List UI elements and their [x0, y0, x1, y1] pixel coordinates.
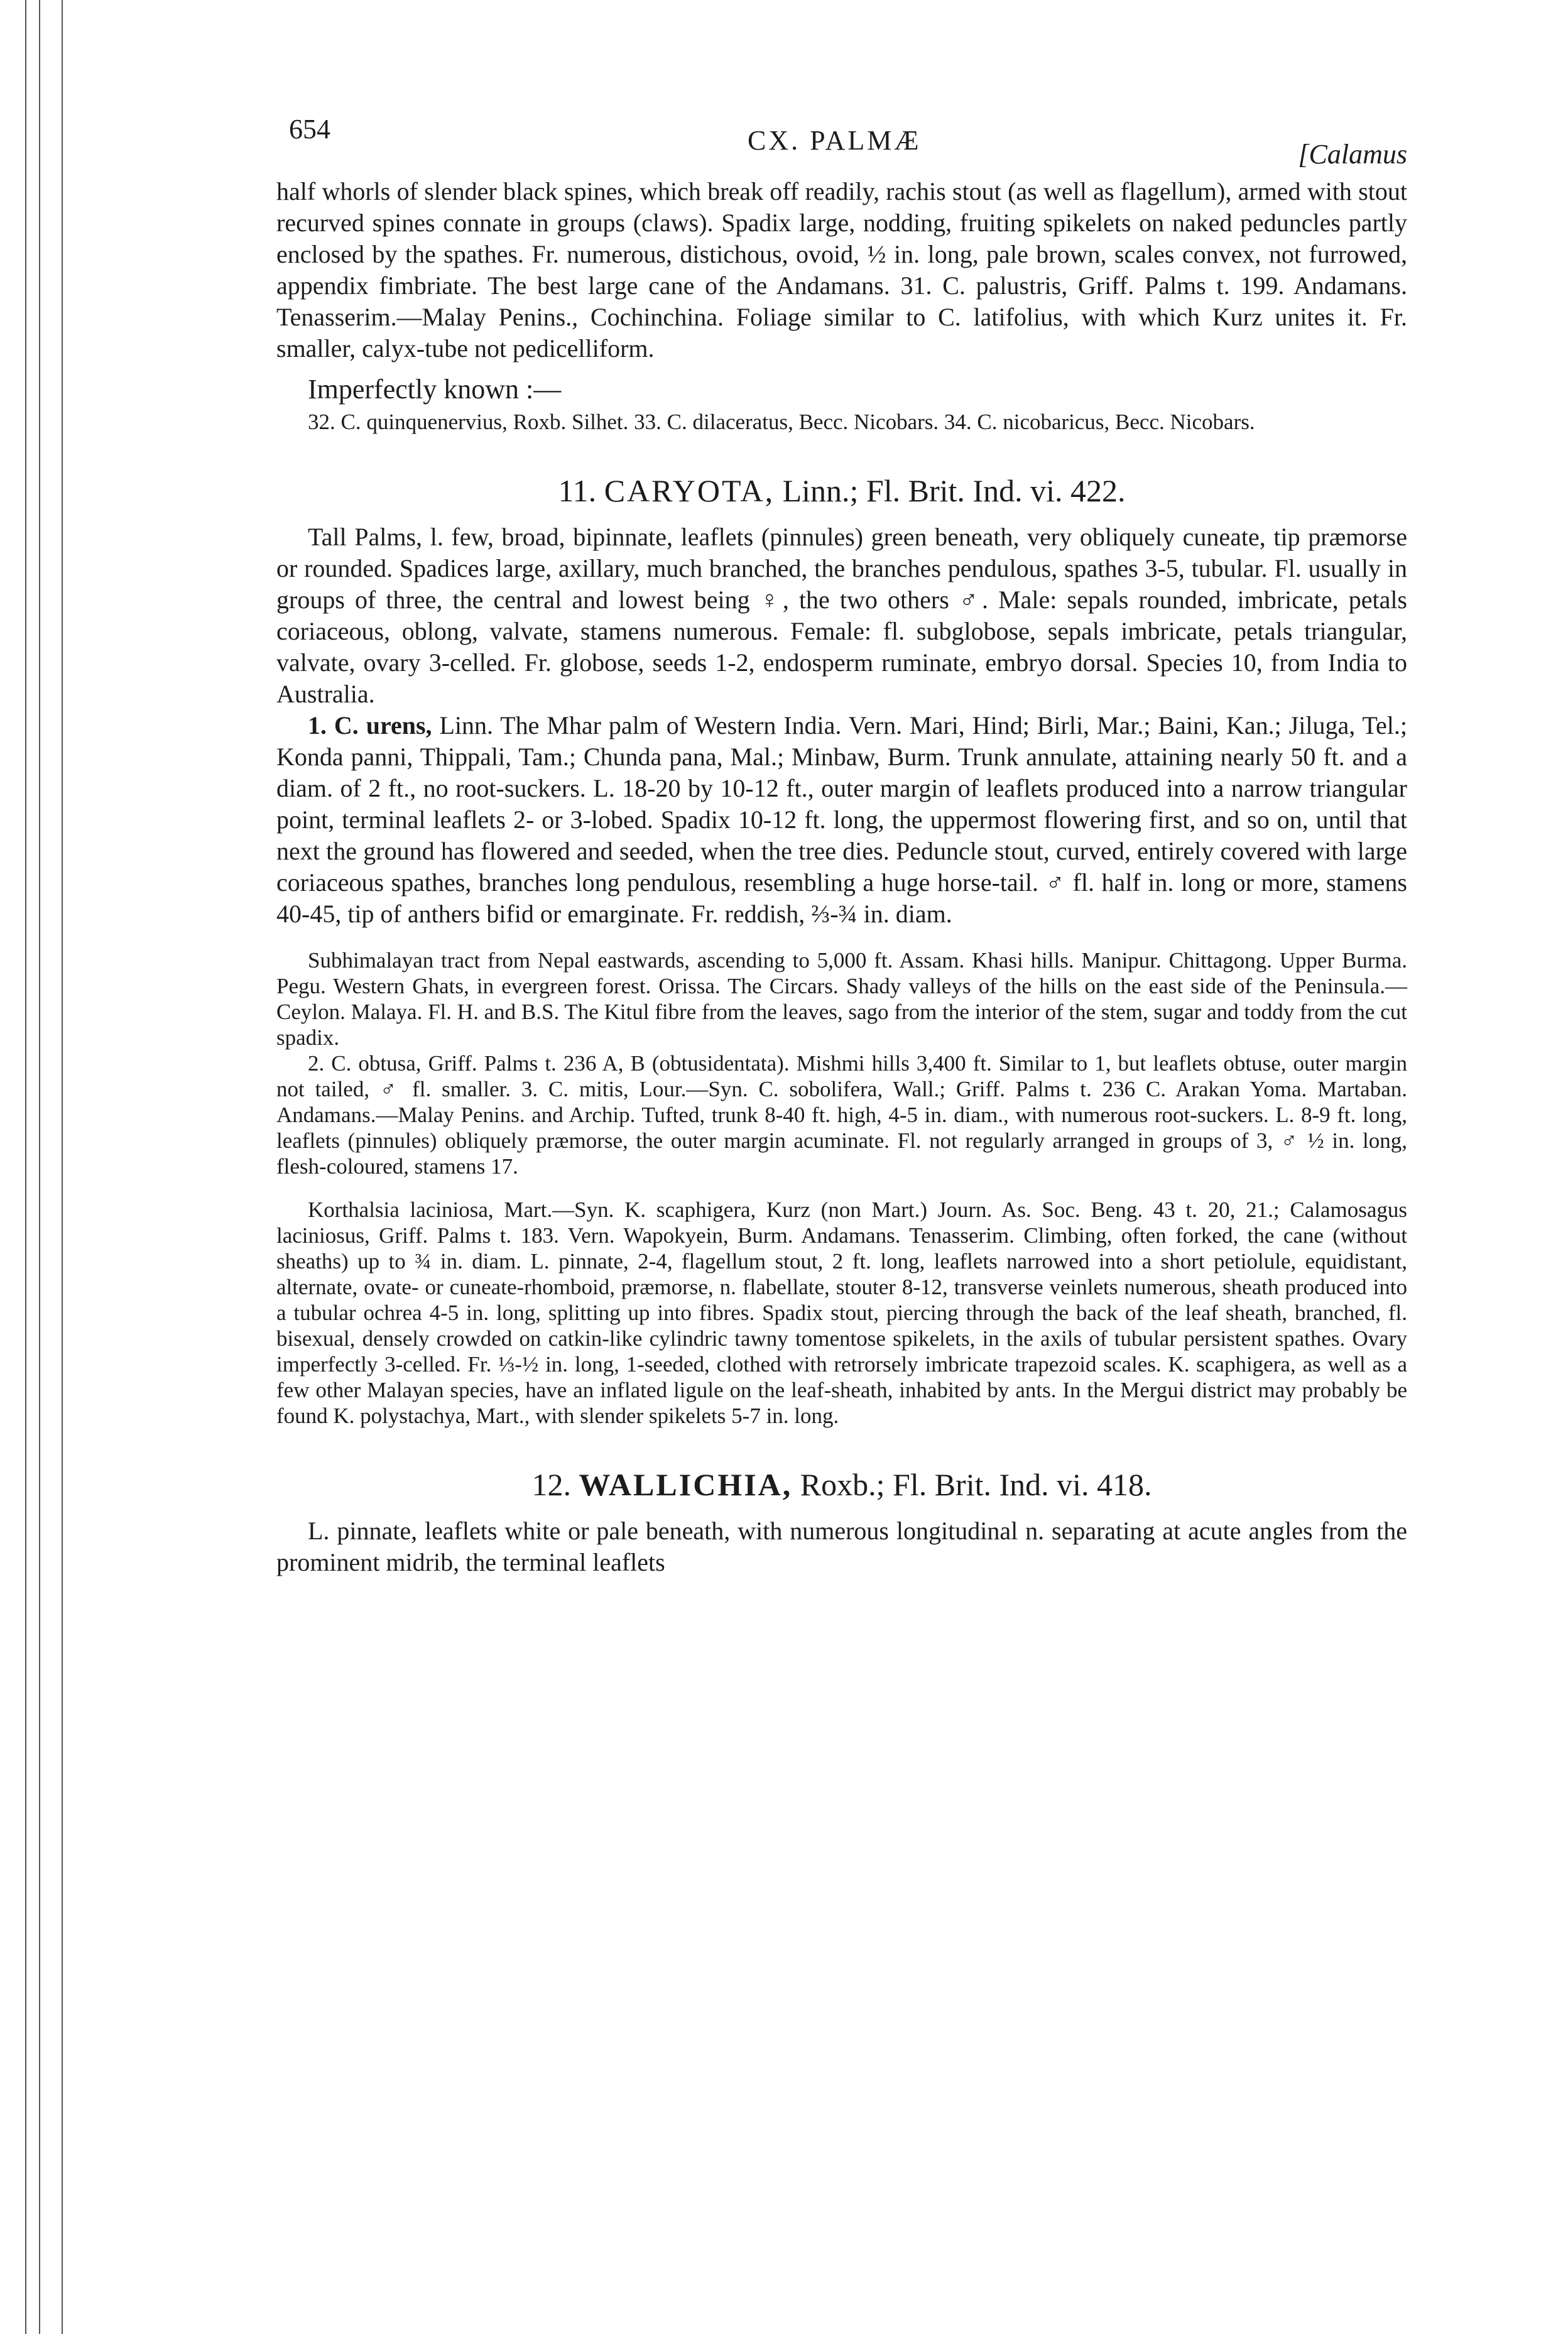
- caryota-citation: Linn.; Fl. Brit. Ind. vi. 422.: [782, 473, 1126, 508]
- calamus-continuation: half whorls of slender black spines, which break off readily, rachis stout (as well as flagellum), armed with stout recurved spines connate in groups (claws). Spadix large, nodding, fruiting spikelets on naked peduncles partly enclosed by the spathes. Fr. numerous, distichous, ovoid, ½ in. long, pale brown, scales convex, not furrowed, appendix fimbriate. The best large cane of the Andamans. 31. C. palustris, Griff. Palms t. 199. Andamans. Tenasserim.—Malay Penins., Cochinchina. Foliage similar to C. latifolius, with which Kurz unites it. Fr. smaller, calyx-tube not pedicelliform.: [276, 177, 1407, 363]
- caryota-obtusa-mitis: 2. C. obtusa, Griff. Palms t. 236 A, B (obtusidentata). Mishmi hills 3,400 ft. Similar to 1, but leaflets obtuse, outer margin not tailed, ♂ fl. smaller. 3. C. mitis, Lour.—Syn. C. sobolifera, Wall.; Griff. Palms t. 236 C. Arakan Yoma. Martaban. Andamans.—Malay Penins. and Archip. Tufted, trunk 8-40 ft. high, 4-5 in. diam., with numerous root-suckers. L. 8-9 ft. long, leaflets (pinnules) obliquely præmorse, the outer margin acuminate. Fl. not regularly arranged in groups of 3, ♂ ½ in. long, flesh-coloured, stamens 17.: [276, 1051, 1407, 1179]
- margin-rule-1: [25, 0, 26, 2334]
- urens-species-name: 1. C. urens,: [308, 711, 432, 739]
- wallichia-genus: WALLICHIA,: [579, 1467, 793, 1502]
- urens-distribution: Subhimalayan tract from Nepal eastwards, ascending to 5,000 ft. Assam. Khasi hills. Manipur. Chittagong. Upper Burma. Pegu. Western Ghats, in evergreen forest. Orissa. The Circars. Shady valleys of the hills on the east side of the Peninsula.—Ceylon. Malaya. Fl. H. and B.S. The Kitul fibre from the leaves, sago from the interior of the stem, sugar and toddy from the cut spadix.: [276, 948, 1407, 1050]
- caryota-description: Tall Palms, l. few, broad, bipinnate, leaflets (pinnules) green beneath, very obliquely cuneate, tip præmorse or rounded. Spadices large, axillary, much branched, the branches pendulous, spathes 3-5, tubular. Fl. usually in groups of three, the central and lowest being ♀, the two others ♂. Male: sepals rounded, imbricate, petals coriaceous, oblong, valvate, stamens numerous. Female: fl. subglobose, sepals imbricate, petals triangular, valvate, ovary 3-celled. Fr. globose, seeds 1-2, endosperm ruminate, embryo dorsal. Species 10, from India to Australia.: [276, 523, 1407, 708]
- caryota-genus: CARYOTA,: [604, 473, 775, 508]
- wallichia-heading: [276, 1466, 1407, 1503]
- wallichia-number: 12.: [531, 1467, 571, 1502]
- korthalsia-note: Korthalsia laciniosa, Mart.—Syn. K. scaphigera, Kurz (non Mart.) Journ. As. Soc. Beng. 43 t. 20, 21.; Calamosagus laciniosus, Griff. Palms t. 183. Vern. Wapokyein, Burm. Andamans. Tenasserim. Climbing, often forked, the cane (without sheaths) up to ¾ in. diam. L. pinnate, 2-4, flagellum stout, 2 ft. long, leaflets narrowed into a short petiolule, equidistant, alternate, ovate- or cuneate-rhomboid, præmorse, n. flabellate, stouter 8-12, transverse veinlets numerous, sheath produced into a tubular ochrea 4-5 in. long, splitting up into fibres. Spadix stout, piercing through the back of the leaf sheath, branched, fl. bisexual, densely crowded on catkin-like cylindric tawny tomentose spikelets, in the axils of tubular persistent spathes. Ovary imperfectly 3-celled. Fr. ⅓-½ in. long, 1-seeded, clothed with retrorsely imbricate trapezoid scales. K. scaphigera, as well as a few other Malayan species, have an inflated ligule on the leaf-sheath, inhabited by ants. In the Mergui district may probably be found K. polystachya, Mart., with slender spikelets 5-7 in. long.: [276, 1197, 1407, 1428]
- imperfectly-known-list: 32. C. quinquenervius, Roxb. Silhet. 33. C. dilaceratus, Becc. Nicobars. 34. C. nicobaricus, Becc. Nicobars.: [308, 410, 1255, 434]
- urens-text: Linn. The Mhar palm of Western India. Vern. Mari, Hind; Birli, Mar.; Baini, Kan.; Jiluga, Tel.; Konda panni, Thippali, Tam.; Chunda pana, Mal.; Minbaw, Burm. Trunk annulate, attaining nearly 50 ft. and a diam. of 2 ft., no root-suckers. L. 18-20 by 10-12 ft., outer margin of leaflets produced into a narrow triangular point, terminal leaflets 2- or 3-lobed. Spadix 10-12 ft. long, the uppermost flowering first, and so on, until that next the ground has flowered and seeded, when the tree dies. Peduncle stout, curved, entirely covered with large coriaceous spathes, branches long pendulous, resembling a huge horse-tail. ♂ fl. half in. long or more, stamens 40-45, tip of anthers bifid or emarginate. Fr. reddish, ⅔-¾ in. diam.: [276, 711, 1408, 928]
- wallichia-citation: Roxb.; Fl. Brit. Ind. vi. 418.: [800, 1467, 1152, 1502]
- imperfectly-known-heading: Imperfectly known :—: [308, 374, 562, 405]
- family-title: CX. PALMÆ: [748, 125, 922, 156]
- margin-rule-3: [62, 0, 63, 2334]
- caryota-heading: [276, 472, 1407, 509]
- caryota-urens-entry: [276, 710, 1407, 930]
- page-number: 654: [289, 114, 330, 145]
- running-header: [276, 107, 1407, 176]
- caryota-number: 11.: [558, 473, 597, 508]
- wallichia-description: L. pinnate, leaflets white or pale beneath, with numerous longitudinal n. separating at acute angles from the prominent midrib, the terminal leaflets: [276, 1517, 1407, 1576]
- running-genus: [Calamus: [1298, 139, 1407, 170]
- page: [276, 107, 1407, 1578]
- margin-rule-2: [39, 0, 40, 2334]
